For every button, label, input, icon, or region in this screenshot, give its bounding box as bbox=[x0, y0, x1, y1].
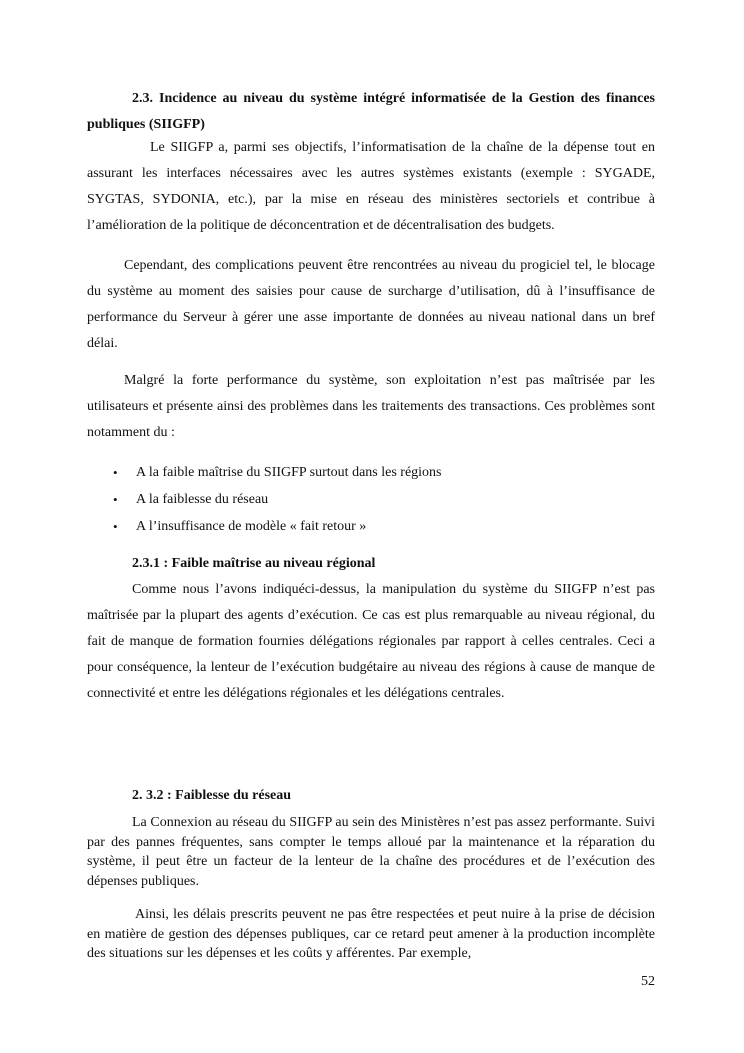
section-2-3-1-heading: 2.3.1 : Faible maîtrise au niveau régional bbox=[132, 556, 376, 571]
section-2-3-paragraph-1: Le SIIGFP a, parmi ses objectifs, l’informatisation de la chaîne de la dépense tout en assurant les interfaces nécessaires avec les autres systèmes existants (exemple : SYGADE, SYGTAS, SYDONIA, etc.), par la mise en réseau des ministères sectoriels et contribue à l’amélioration de la politique de déconcentration et de décentralisation des budgets. bbox=[87, 140, 655, 233]
section-2-3-paragraph-2: Cependant, des complications peuvent être rencontrées au niveau du progiciel tel, le blocage du système au moment des saisies pour cause de surcharge d’utilisation, dû à l’insuffisance de performance du Serveur à gérer une asse importante de données au niveau national dans un bref délai. bbox=[87, 258, 655, 351]
bullet-dot-icon: • bbox=[113, 519, 118, 534]
section-2-3-2-paragraph-1: La Connexion au réseau du SIIGFP au sein des Ministères n’est pas assez performante. Suivi par des pannes fréquentes, sans compter le temps alloué par la maintenance et la réparation du système, il peut être un facteur de la lenteur de la chaîne des procédures et de l’exécution des dépenses publiques. bbox=[87, 815, 655, 889]
section-2-3-2-paragraph-2: Ainsi, les délais prescrits peuvent ne pas être respectées et peut nuire à la prise de décision en matière de gestion des dépenses publiques, car ce retard peut amener à la production incomplète des situations sur les dépenses et les coûts y afférentes. Par exemple, bbox=[87, 907, 655, 961]
section-2-3-paragraph-3: Malgré la forte performance du système, son exploitation n’est pas maîtrisée par les utilisateurs et présente ainsi des problèmes dans les traitements des transactions. Ces problèmes sont notamment du : bbox=[87, 373, 655, 440]
bullet-text: A l’insuffisance de modèle « fait retour » bbox=[136, 519, 367, 534]
bullet-item bbox=[87, 459, 655, 486]
section-2-3-heading: 2.3. Incidence au niveau du système intégré informatisée de la Gestion des finances publiques (SIIGFP) bbox=[87, 91, 655, 132]
bullet-dot-icon: • bbox=[113, 492, 118, 507]
bullet-text: A la faiblesse du réseau bbox=[136, 492, 269, 507]
bullet-text: A la faible maîtrise du SIIGFP surtout dans les régions bbox=[136, 465, 442, 480]
page-number: 52 bbox=[641, 974, 655, 989]
section-2-3-1-paragraph: Comme nous l’avons indiquéci-dessus, la manipulation du système du SIIGFP n’est pas maîtrisée par la plupart des agents d’exécution. Ce cas est plus remarquable au niveau régional, du fait de manque de formation fournies délégations régionales par rapport à celles centrales. Ceci a pour conséquence, la lenteur de l’exécution budgétaire au niveau des régions à cause de manque de connectivité et entre les délégations régionales et les délégations centrales. bbox=[87, 582, 655, 701]
section-2-3-2-heading: 2. 3.2 : Faiblesse du réseau bbox=[132, 788, 292, 803]
problem-bullet-list bbox=[87, 459, 655, 540]
bullet-item bbox=[87, 513, 655, 540]
bullet-dot-icon: • bbox=[113, 465, 118, 480]
bullet-item bbox=[87, 486, 655, 513]
